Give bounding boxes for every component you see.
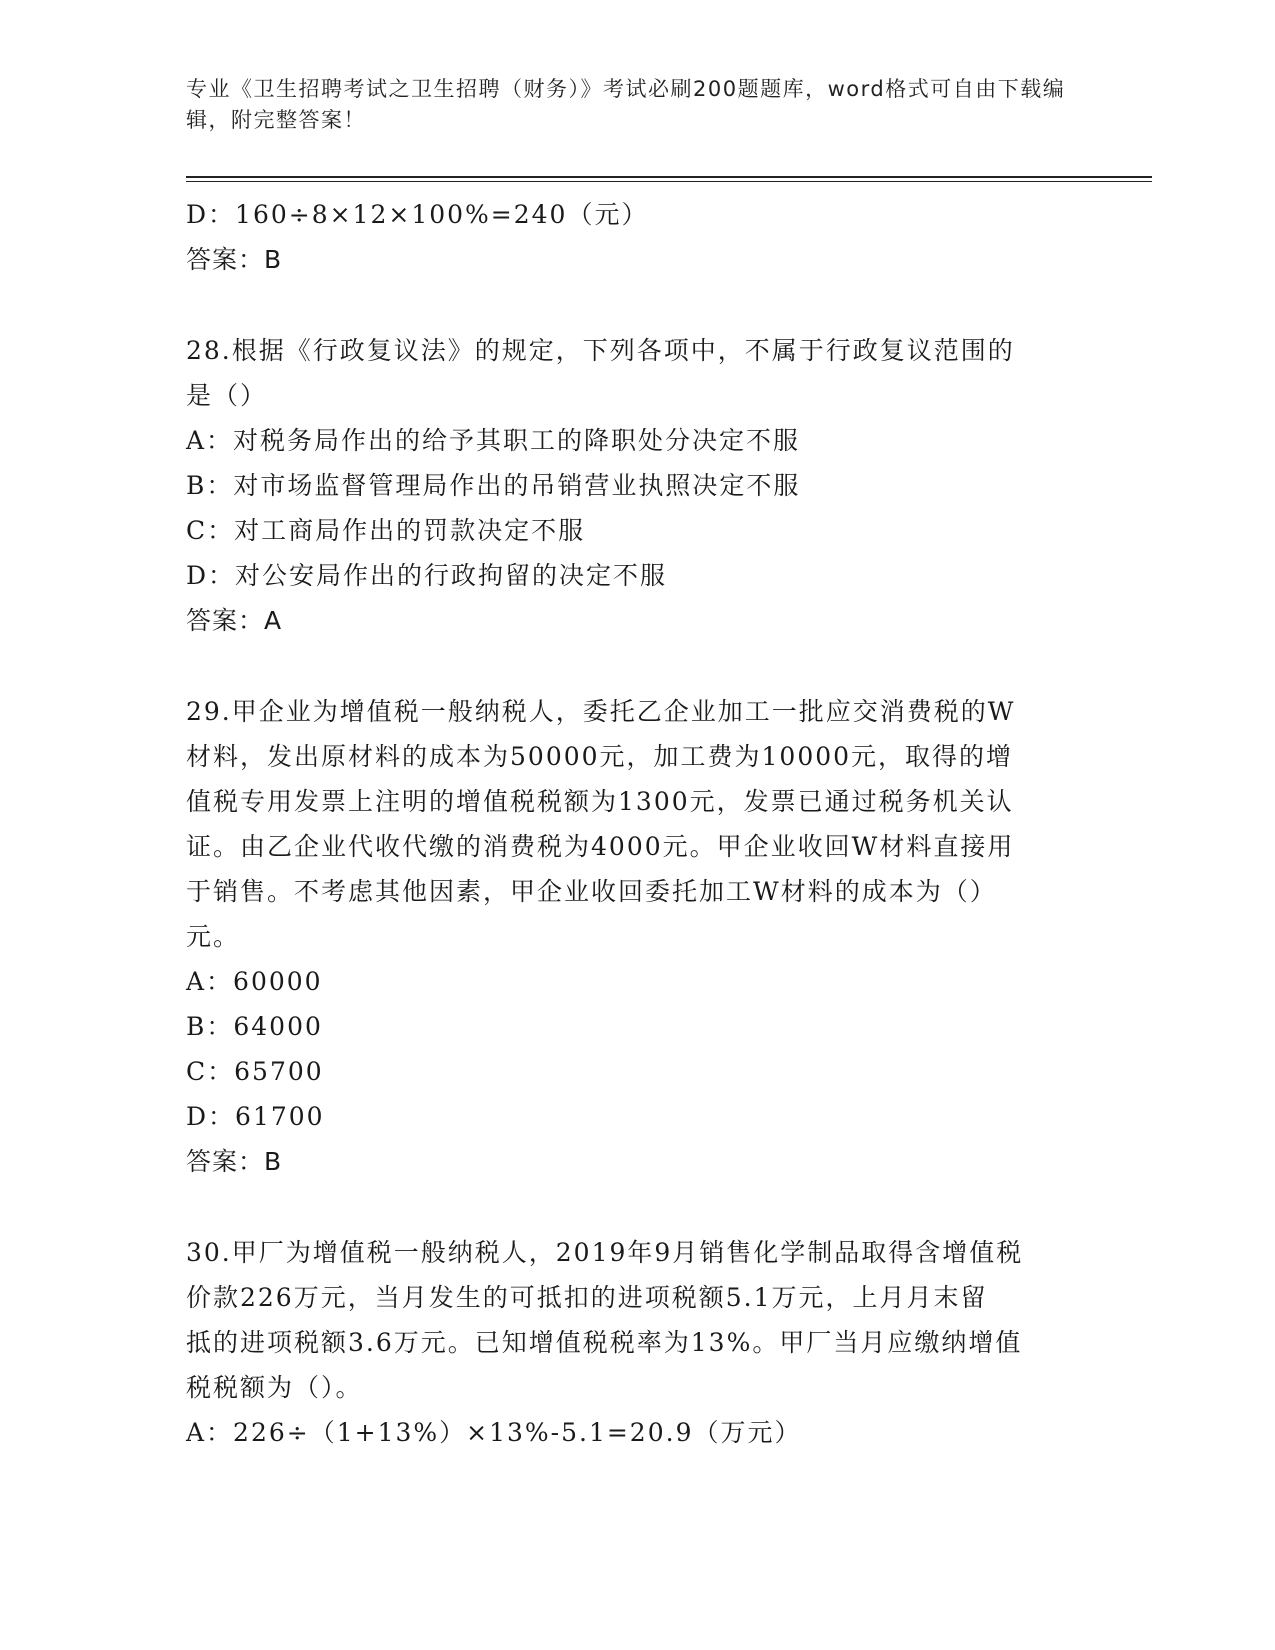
question-stem-line: 元。 (186, 922, 241, 951)
question-stem-line: 是（） (186, 381, 268, 410)
header-divider (186, 176, 1152, 178)
question-stem-line: 于销售。不考虑其他因素，甲企业收回委托加工W材料的成本为（） (186, 877, 997, 906)
header-divider-thin (186, 181, 1152, 182)
option-a: A：60000 (186, 967, 323, 996)
question-stem-line: 税税额为（）。 (186, 1373, 363, 1402)
question-stem-line: 证。由乙企业代收代缴的消费税为4000元。甲企业收回W材料直接用 (186, 832, 1015, 861)
option-a: A：226÷（1+13%）×13%-5.1=20.9（万元） (186, 1418, 802, 1447)
option-b: B：对市场监督管理局作出的吊销营业执照决定不服 (186, 471, 801, 500)
question-29 (186, 689, 1086, 1184)
question-30 (186, 1230, 1086, 1455)
question-stem-line: 材料，发出原材料的成本为50000元，加工费为10000元，取得的增 (186, 742, 1014, 771)
answer-line: 答案：B (186, 1147, 283, 1176)
option-d: D：对公安局作出的行政拘留的决定不服 (186, 561, 668, 590)
question-stem-line: 值税专用发票上注明的增值税税额为1300元，发票已通过税务机关认 (186, 787, 1014, 816)
option-c: C：对工商局作出的罚款决定不服 (186, 516, 586, 545)
document-body (186, 192, 1086, 1455)
answer-line: 答案：B (186, 245, 283, 274)
question-28 (186, 328, 1086, 643)
question-stem-line: 28.根据《行政复议法》的规定，下列各项中，不属于行政复议范围的 (186, 336, 1015, 365)
header-text: 专业《卫生招聘考试之卫生招聘（财务）》考试必刷200题题库，word格式可自由下载编辑，附完整答案！ (186, 77, 1066, 132)
option-a: A：对税务局作出的给予其职工的降职处分决定不服 (186, 426, 801, 455)
answer-line: 答案：A (186, 606, 283, 635)
option-d: D：61700 (186, 1102, 325, 1131)
question-stem-line: 价款226万元，当月发生的可抵扣的进项税额5.1万元，上月月末留 (186, 1283, 988, 1312)
document-header (186, 74, 1086, 136)
option-c: C：65700 (186, 1057, 324, 1086)
question-stem-line: 29.甲企业为增值税一般纳税人，委托乙企业加工一批应交消费税的W (186, 697, 1016, 726)
prev-question-tail (186, 192, 1086, 282)
question-stem-line: 30.甲厂为增值税一般纳税人，2019年9月销售化学制品取得含增值税 (186, 1238, 1024, 1267)
question-stem-line: 抵的进项税额3.6万元。已知增值税税率为13%。甲厂当月应缴纳增值 (186, 1328, 1023, 1357)
option-b: B：64000 (186, 1012, 323, 1041)
option-d: D：160÷8×12×100%=240（元） (186, 200, 649, 229)
